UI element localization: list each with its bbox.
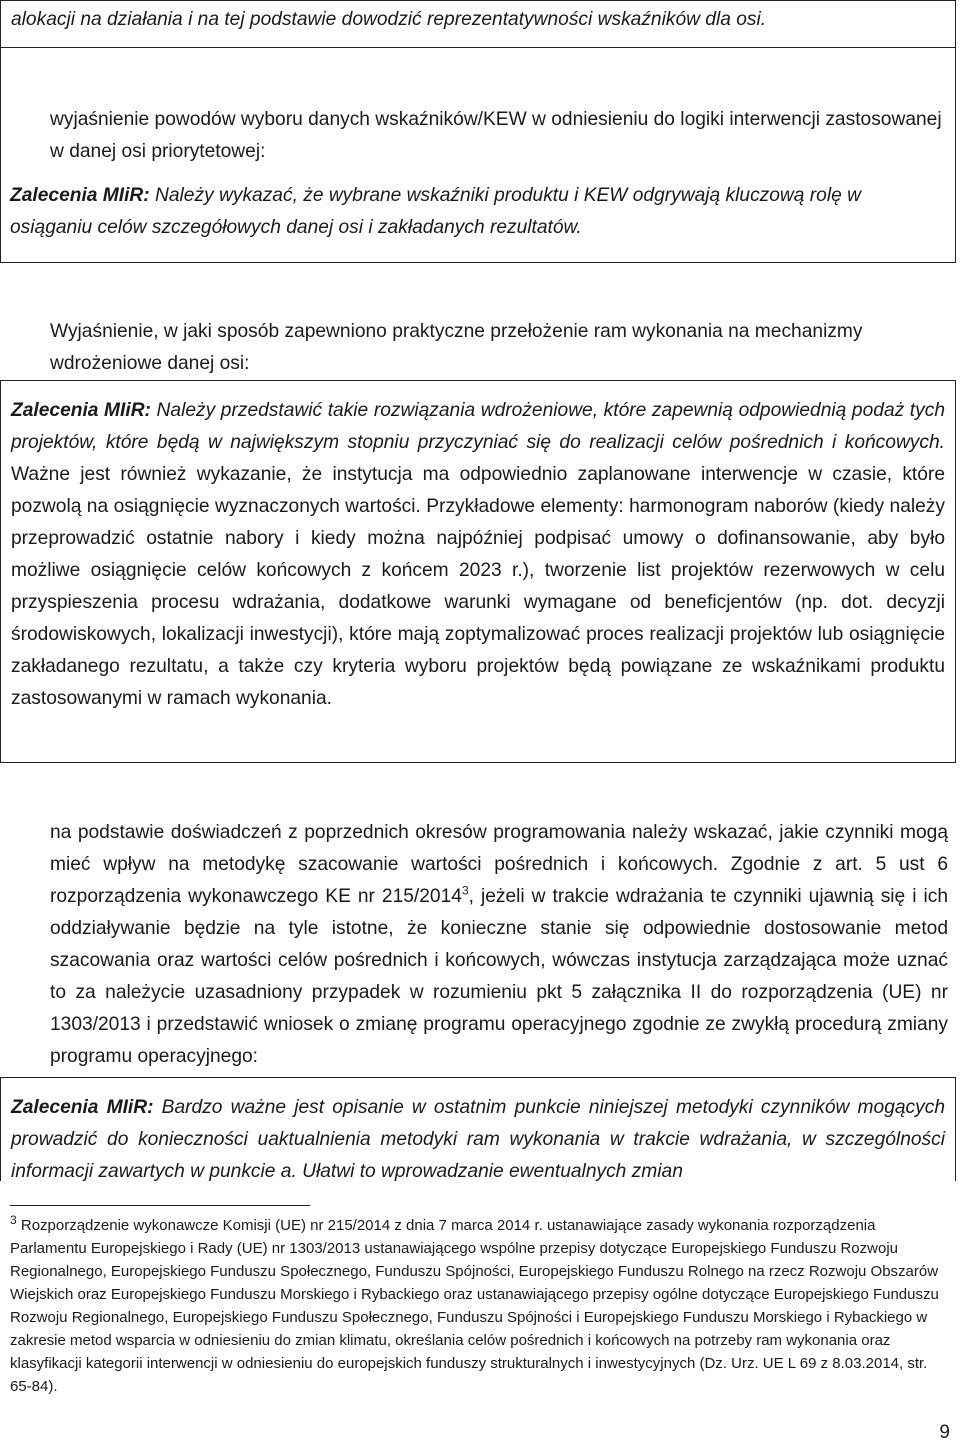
bottom-rec-text: Bardzo ważne jest opisanie w ostatnim punkcie niniejszej metodyki czynników mogących prowadzić do konieczności uaktualnienia metodyki ram wykonania w trakcie wdrażania, w szczególności informacji zawartych w punkcie a. Ułatwi to wprowadzanie ewentualnych zmian xyxy=(11,1097,945,1182)
section-d-rec-italic: Należy przedstawić takie rozwiązania wdrożeniowe, które zapewnią odpowiednią podaż tych projektów, które będą w największym stopniu przyczyniać się do realizacji celów pośrednich i końcowych. xyxy=(11,400,945,453)
section-d-recommendation-box xyxy=(0,380,956,763)
section-e-label xyxy=(10,817,50,849)
section-d-rec-normal: Ważne jest również wykazanie, że instytucja ma odpowiednio zaplanowane interwencje w czasie, które pozwolą na osiągnięcie wyznaczonych wartości. Przykładowe elementy: harmonogram naborów (kiedy należy przeprowadzić ostatnie nabory i kiedy można najpóźniej podpisać umowy o dofinansowanie, aby było możliwe osiągnięcie celów końcowych z końcem 2023 r.), tworzenie list projektów rezerwowych w celu przyspieszenia procesu wdrażania, dodatkowe warunki wymagane od beneficjentów (np. dot. decyzji środowiskowych, lokalizacji inwestycji), które mają zoptymalizować proces realizacji projektów lub osiągnięcie zakładanego rezultatu, a także czy kryteria wyboru projektów będą powiązane ze wskaźnikami produktu zastosowanymi w ramach wykonania. xyxy=(11,464,945,709)
section-c-label xyxy=(10,104,50,136)
section-d-heading xyxy=(10,316,948,380)
section-c xyxy=(10,104,948,244)
top-box-text: alokacji na działania i na tej podstawie dowodzić reprezentatywności wskaźników dla osi. xyxy=(11,9,767,30)
footnote xyxy=(10,1214,946,1398)
section-c-frame-bottom xyxy=(0,262,956,263)
bottom-recommendation-box xyxy=(0,1077,956,1181)
footnote-separator xyxy=(10,1205,310,1206)
section-c-text: wyjaśnienie powodów wyboru danych wskaźników/KEW w odniesieniu do logiki interwencji zastosowanej w danej osi priorytetowej: xyxy=(50,109,942,162)
section-d-rec-label: Zalecenia MIiR: xyxy=(11,400,151,421)
section-d-recommendation xyxy=(11,395,945,715)
section-c-recommendation xyxy=(10,180,948,244)
section-e-text-after: , jeżeli w trakcie wdrażania te czynniki ujawnią się i ich oddziaływanie będzie na tyle istotne, że konieczne stanie się odpowiednie dostosowanie metod szacowania oraz wartości celów pośrednich i końcowych, wówczas instytucja zarządzająca może uznać to za należycie uzasadniony przypadek w rozumieniu pkt 5 załącznika II do rozporządzenia (UE) nr 1303/2013 i przedstawić wniosek o zmianę programu operacyjnego zgodnie ze zwykłą procedurą zmiany programu operacyjnego: xyxy=(50,886,948,1067)
section-e-text-before: na podstawie doświadczeń z poprzednich okresów programowania należy wskazać, jakie czynniki mogą mieć wpływ na metodykę szacowanie wartości pośrednich i końcowych. Zgodnie z art. 5 ust 6 rozporządzenia wykonawczego KE nr 215/2014 xyxy=(50,822,948,907)
top-recommendation-box xyxy=(0,0,956,48)
section-d-text: Wyjaśnienie, w jaki sposób zapewniono praktyczne przełożenie ram wykonania na mechanizmy wdrożeniowe danej osi: xyxy=(50,321,863,374)
section-d-label xyxy=(10,316,50,348)
footnote-text: Rozporządzenie wykonawcze Komisji (UE) nr 215/2014 z dnia 7 marca 2014 r. ustanawiające zasady wykonania rozporządzenia Parlamentu Europejskiego i Rady (UE) nr 1303/2013 ustanawiającego wspólne przepisy dotyczące Europejskiego Funduszu Rozwoju Regionalnego, Europejskiego Funduszu Społecznego, Funduszu Spójności, Europejskiego Funduszu Rolnego na rzecz Rozwoju Obszarów Wiejskich oraz Europejskiego Funduszu Morskiego i Rybackiego oraz ustanawiającego przepisy ogólne dotyczące Europejskiego Funduszu Rozwoju Regionalnego, Europejskiego Funduszu Społecznego, Funduszu Spójności i Europejskiego Funduszu Morskiego i Rybackiego w zakresie metod wsparcia w odniesieniu do zmian klimatu, określania celów pośrednich i końcowych na potrzeby ram wykonania oraz klasyfikacji kategorii interwencji w odniesieniu do europejskich funduszy strukturalnych i inwestycyjnych (Dz. Urz. UE L 69 z 8.03.2014, str. 65-84). xyxy=(10,1217,939,1395)
section-e-paragraph xyxy=(10,817,948,1073)
section-c-rec-label: Zalecenia MIiR: xyxy=(10,185,150,206)
bottom-rec-label: Zalecenia MIiR: xyxy=(11,1097,154,1118)
section-d xyxy=(10,316,948,380)
section-c-heading xyxy=(10,104,948,168)
section-e-footnote-ref[interactable]: 3 xyxy=(461,883,469,898)
section-c-rec-text: Należy wykazać, że wybrane wskaźniki produktu i KEW odgrywają kluczową rolę w osiąganiu celów szczegółowych danej osi i zakładanych rezultatów. xyxy=(10,185,861,238)
footnote-number: 3 xyxy=(10,1213,17,1227)
section-e xyxy=(10,817,948,1073)
bottom-recommendation xyxy=(11,1092,945,1188)
page-number: 9 xyxy=(939,1422,950,1443)
